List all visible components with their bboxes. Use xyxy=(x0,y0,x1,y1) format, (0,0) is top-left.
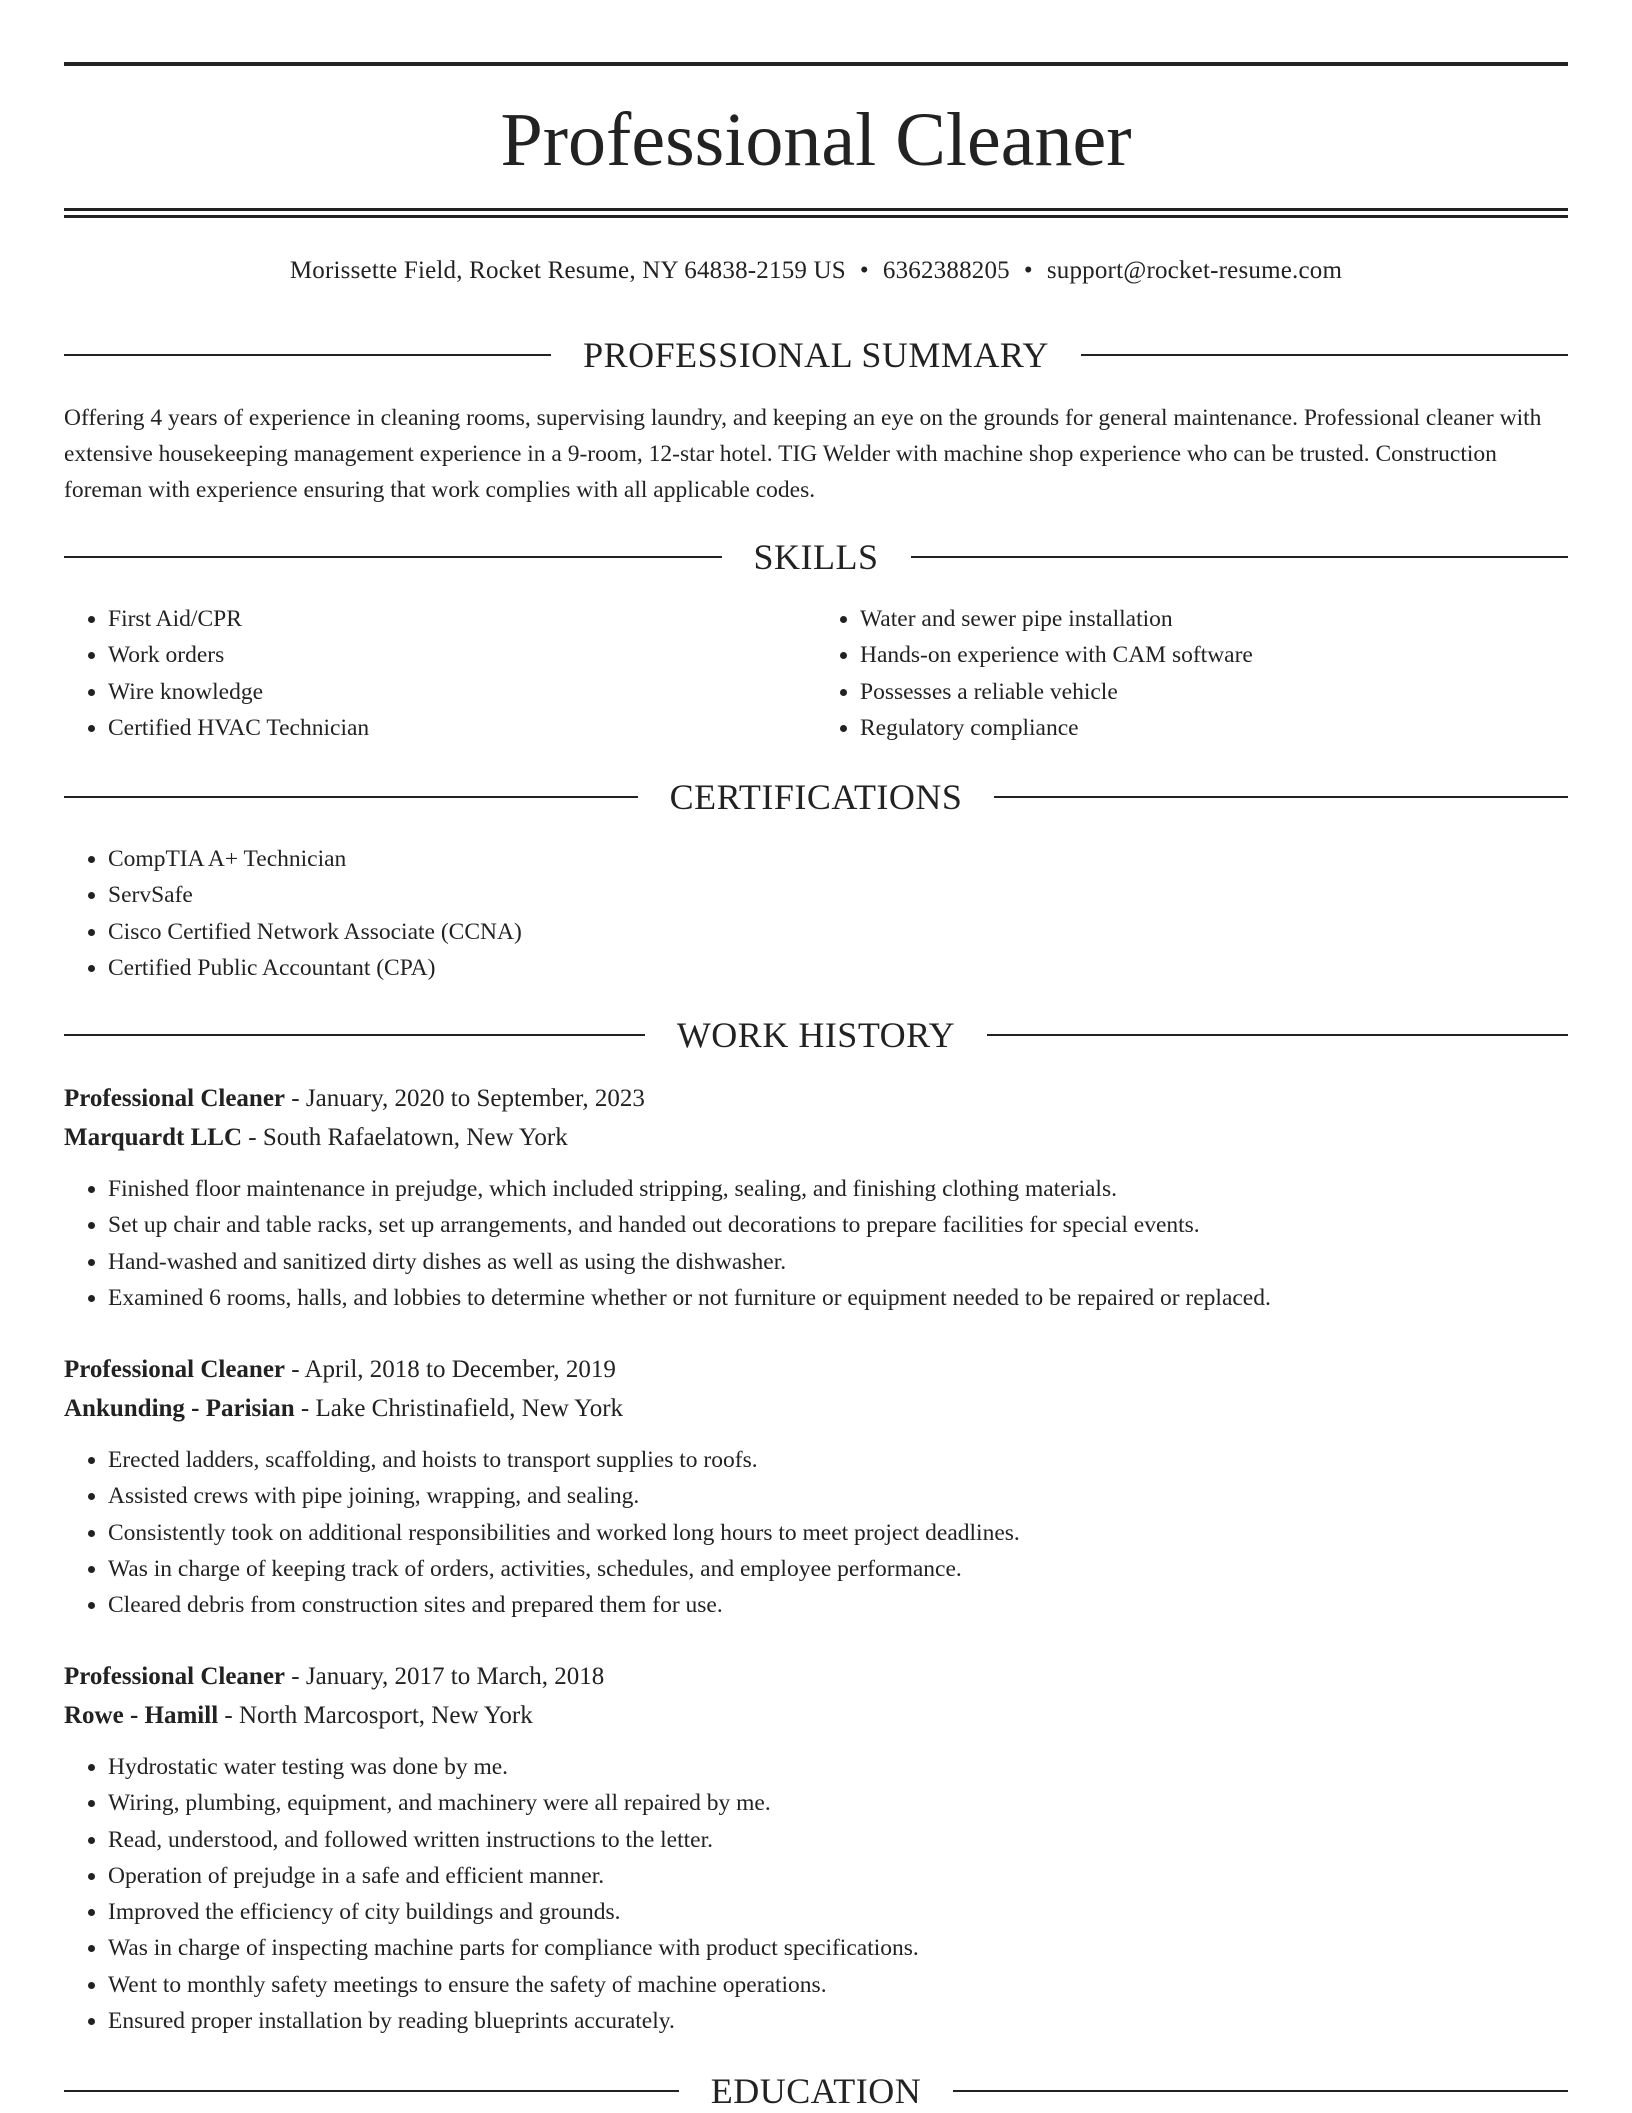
job-entry xyxy=(64,1657,1568,2039)
job-duty: • Operation of prejudge in a safe and efficient manner. xyxy=(108,1858,1568,1894)
candidate-name: Professional Cleaner xyxy=(500,98,1132,182)
job-duty: • Wiring, plumbing, equipment, and machinery were all repaired by me. xyxy=(108,1785,1568,1821)
job-entry xyxy=(64,1079,1568,1316)
skills-column-right xyxy=(816,601,1568,746)
skill-item: • Water and sewer pipe installation xyxy=(860,601,1568,637)
job-duty: • Erected ladders, scaffolding, and hoists to transport supplies to roofs. xyxy=(108,1442,1568,1478)
job-dates: April, 2018 to December, 2019 xyxy=(304,1356,616,1383)
job-title: Professional Cleaner xyxy=(64,1085,286,1112)
job-company-line: Rowe - Hamill - North Marcosport, New York xyxy=(64,1702,533,1729)
section-heading-work-history xyxy=(64,1013,1568,1057)
job-dates: January, 2020 to September, 2023 xyxy=(305,1085,645,1112)
job-duty: • Was in charge of keeping track of orders, activities, schedules, and employee performance. xyxy=(108,1551,1568,1587)
job-dates: January, 2017 to March, 2018 xyxy=(305,1663,605,1690)
heading-rule xyxy=(911,556,1569,558)
skills-list xyxy=(64,601,1568,746)
section-heading-summary xyxy=(64,333,1568,377)
job-title-line: Professional Cleaner - January, 2020 to September, 2023 xyxy=(64,1085,645,1112)
skill-item: • Regulatory compliance xyxy=(860,710,1568,746)
job-title: Professional Cleaner xyxy=(64,1663,286,1690)
contact-address: Morissette Field, Rocket Resume, NY 64838-2159 US xyxy=(289,257,846,284)
job-duty: • Finished floor maintenance in prejudge, which included stripping, sealing, and finishing clothing materials. xyxy=(108,1171,1568,1207)
job-duties xyxy=(64,1442,1568,1623)
job-title-line: Professional Cleaner - April, 2018 to December, 2019 xyxy=(64,1356,616,1383)
section-title: EDUCATION xyxy=(710,2071,922,2111)
heading-rule xyxy=(64,354,551,356)
certification-item: • ServSafe xyxy=(108,877,1568,913)
heading-rule xyxy=(64,1034,645,1036)
job-company: Marquardt LLC xyxy=(64,1124,243,1151)
section-heading-certifications xyxy=(64,775,1568,819)
job-company-line: Ankunding - Parisian - Lake Christinafield, New York xyxy=(64,1395,624,1422)
certifications-list xyxy=(64,841,1568,986)
section-heading-skills xyxy=(64,535,1568,579)
job-duty: • Set up chair and table racks, set up arrangements, and handed out decorations to prepare facilities for special events. xyxy=(108,1207,1568,1243)
job-entry xyxy=(64,1350,1568,1623)
job-duty: • Examined 6 rooms, halls, and lobbies to determine whether or not furniture or equipment needed to be repaired or replaced. xyxy=(108,1280,1568,1316)
section-title: SKILLS xyxy=(753,537,879,577)
contact-line xyxy=(64,254,1568,288)
heading-rule xyxy=(64,2090,679,2092)
job-duty: • Cleared debris from construction sites and prepared them for use. xyxy=(108,1587,1568,1623)
heading-rule xyxy=(994,796,1568,798)
skill-item: • Work orders xyxy=(108,637,816,673)
skill-item: • Possesses a reliable vehicle xyxy=(860,674,1568,710)
section-title: PROFESSIONAL SUMMARY xyxy=(583,335,1049,375)
skill-item: • Wire knowledge xyxy=(108,674,816,710)
job-duty: • Improved the efficiency of city buildings and grounds. xyxy=(108,1894,1568,1930)
job-location: South Rafaelatown, New York xyxy=(262,1124,568,1151)
job-location: North Marcosport, New York xyxy=(238,1702,533,1729)
job-title: Professional Cleaner xyxy=(64,1356,286,1383)
heading-rule xyxy=(953,2090,1568,2092)
job-company: Ankunding - Parisian xyxy=(64,1395,295,1422)
skills-column-left xyxy=(64,601,816,746)
summary-text: Offering 4 years of experience in cleaning rooms, supervising laundry, and keeping an eye on the grounds for general maintenance. Professional cleaner with extensive housekeeping management experience in a 9-room, 12-star hotel. TIG Welder with machine shop experience who can be trusted. Construction foreman with experience ensuring that work complies with all applicable codes. xyxy=(64,405,1542,503)
job-duties xyxy=(64,1749,1568,2039)
job-duty: • Went to monthly safety meetings to ensure the safety of machine operations. xyxy=(108,1967,1568,2003)
contact-phone: 6362388205 xyxy=(882,257,1010,284)
job-duties xyxy=(64,1171,1568,1316)
job-title-line: Professional Cleaner - January, 2017 to March, 2018 xyxy=(64,1663,605,1690)
job-location: Lake Christinafield, New York xyxy=(315,1395,624,1422)
job-company-line: Marquardt LLC - South Rafaelatown, New York xyxy=(64,1124,568,1151)
contact-email: support@rocket-resume.com xyxy=(1046,257,1343,284)
certification-item: • Cisco Certified Network Associate (CCNA) xyxy=(108,914,1568,950)
skill-item: • First Aid/CPR xyxy=(108,601,816,637)
skill-item: • Certified HVAC Technician xyxy=(108,710,816,746)
job-duty: • Hydrostatic water testing was done by me. xyxy=(108,1749,1568,1785)
top-rule xyxy=(64,62,1568,66)
header-double-rule xyxy=(64,208,1568,218)
job-duty: • Consistently took on additional responsibilities and worked long hours to meet project deadlines. xyxy=(108,1515,1568,1551)
job-company: Rowe - Hamill xyxy=(64,1702,219,1729)
contact-separator: • xyxy=(859,257,869,284)
section-heading-education xyxy=(64,2069,1568,2113)
job-duty: • Was in charge of inspecting machine parts for compliance with product specifications. xyxy=(108,1930,1568,1966)
job-duty: • Read, understood, and followed written instructions to the letter. xyxy=(108,1822,1568,1858)
job-duty: • Assisted crews with pipe joining, wrapping, and sealing. xyxy=(108,1478,1568,1514)
job-duty: • Hand-washed and sanitized dirty dishes as well as using the dishwasher. xyxy=(108,1244,1568,1280)
section-title: CERTIFICATIONS xyxy=(669,777,963,817)
contact-separator: • xyxy=(1023,257,1033,284)
heading-rule xyxy=(64,556,722,558)
certification-item: • CompTIA A+ Technician xyxy=(108,841,1568,877)
heading-rule xyxy=(64,796,638,798)
certification-item: • Certified Public Accountant (CPA) xyxy=(108,950,1568,986)
section-title: WORK HISTORY xyxy=(676,1015,956,1055)
skill-item: • Hands-on experience with CAM software xyxy=(860,637,1568,673)
heading-rule xyxy=(987,1034,1568,1036)
job-duty: • Ensured proper installation by reading blueprints accurately. xyxy=(108,2003,1568,2039)
heading-rule xyxy=(1081,354,1568,356)
